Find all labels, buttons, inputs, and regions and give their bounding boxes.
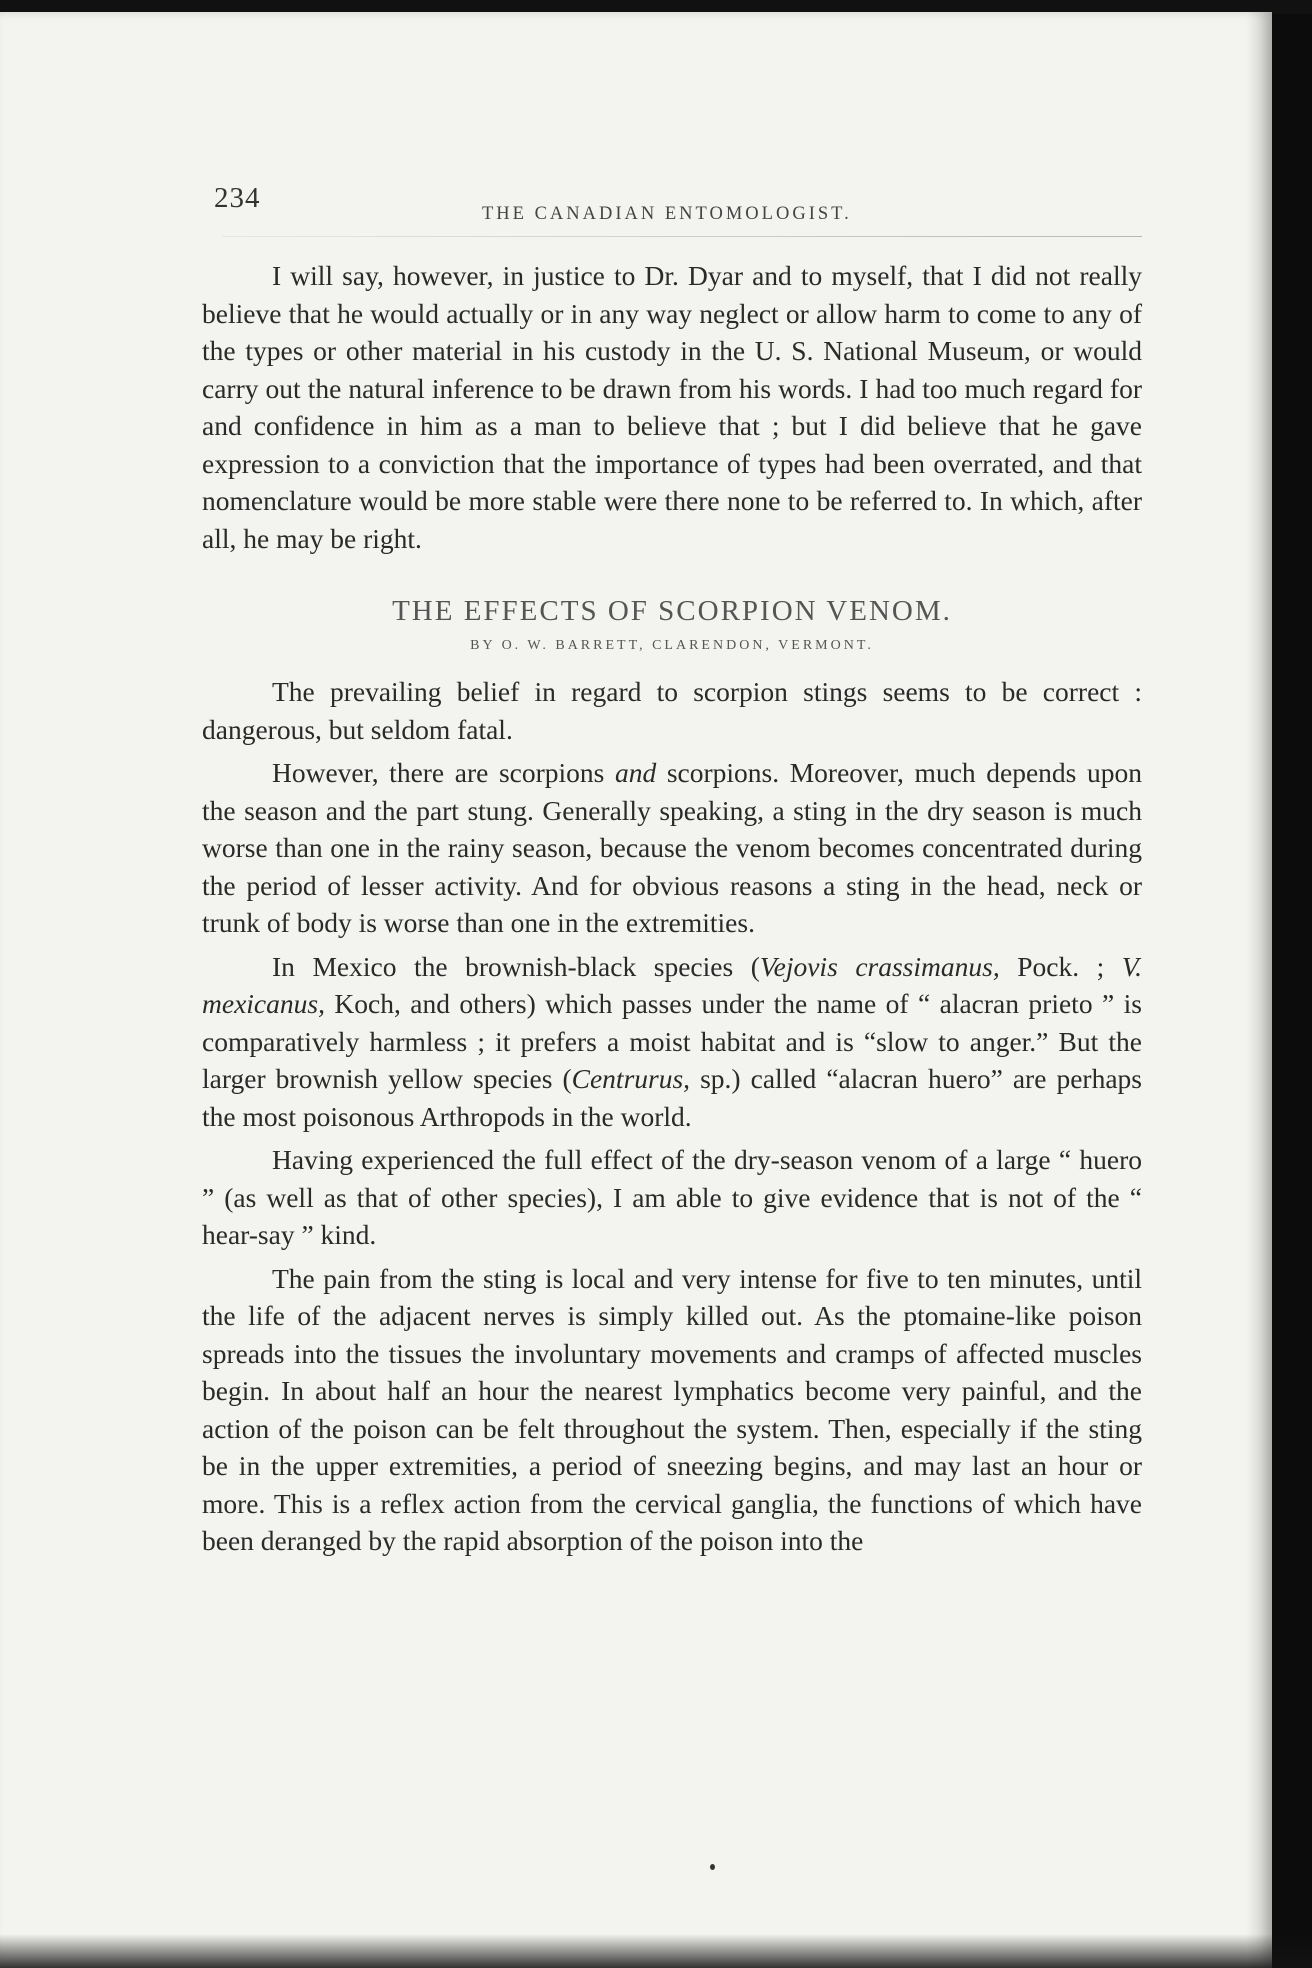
text-run: sp.) called “alacran huero” are perhaps the most poisonous Arthropods in the world. xyxy=(202,1063,1142,1132)
article-byline: BY O. W. BARRETT, CLARENDON, VERMONT. xyxy=(470,638,874,653)
paragraph-experience: Having experienced the full effect of the dry-season venom of a large “ huero ” (as well as that of other species), I am able to give evidence that is not of the “ hear-say ” kind. xyxy=(202,1144,1142,1250)
species-name: Vejovis crassimanus, xyxy=(759,950,1000,982)
paragraph-pain: The pain from the sting is local and very intense for five to ten minutes, until the life of the adjacent nerves is simply killed out. As the ptomaine-like poison spreads into the tissues the involuntary movements and cramps of affected muscles begin. In about half an hour the nearest lymphatics become very painful, and the action of the poison can be felt throughout the system. Then, especially if the sting be in the upper extremities, a period of sneezing begins, and may last an hour or more. This is a reflex action from the cervical ganglia, the functions of which have been deranged by the rapid absorption of the poison into the xyxy=(202,1262,1142,1556)
ink-speck xyxy=(710,1864,715,1870)
genus-name: Centrurus, xyxy=(571,1063,691,1094)
species-name: V. mexicanus, xyxy=(202,950,1142,1019)
page-number: 234 xyxy=(214,182,261,214)
running-head xyxy=(202,170,1142,226)
journal-title: THE CANADIAN ENTOMOLOGIST. xyxy=(482,204,852,224)
text-run: However, there are scorpions xyxy=(272,757,615,788)
book-page xyxy=(0,12,1272,1968)
italic-term: and xyxy=(614,757,657,788)
paragraph-dyar: I will say, however, in justice to Dr. Dyar and to myself, that I did not really believe that he would actually or in any way neglect or allow harm to come to any of the types or other material in his custody in the U. S. National Museum, or would carry out the natural inference to be drawn from his words. I had too much regard for and confidence in him as a man to believe that ; but I did believe that he gave expression to a conviction that the importance of types had been overrated, and that nomenclature would be more stable were there none to be referred to. In which, after all, he may be right. xyxy=(202,260,1142,554)
article-title: THE EFFECTS OF SCORPION VENOM. xyxy=(392,595,952,627)
paragraph-seasons xyxy=(202,754,1142,942)
text-run: Pock. ; xyxy=(999,950,1122,982)
text-run: In Mexico the brownish-black species ( xyxy=(272,950,760,982)
header-rule xyxy=(222,236,1142,237)
text-block xyxy=(202,170,1142,1560)
paragraph-mexico-species xyxy=(202,948,1142,1136)
scan-border-bottom xyxy=(0,1934,1312,1968)
gutter-shadow xyxy=(1246,12,1272,1968)
text-run: Koch, and others) which passes under the name of “ alacran prieto ” is comparatively harmless ; it prefers a moist habitat and is “slow to anger.” But the larger brownish yellow species ( xyxy=(202,988,1142,1094)
text-run: scorpions. Moreover, much depends upon the season and the part stung. Generally speaking, a sting in the dry season is much worse than one in the rainy season, because the venom becomes concentrated during the period of lesser activity. And for obvious reasons a sting in the head, neck or trunk of body is worse than one in the extremities. xyxy=(202,757,1142,938)
paragraph-prevailing-belief: The prevailing belief in regard to scorpion stings seems to be correct : dangerous, but seldom fatal. xyxy=(202,676,1142,745)
